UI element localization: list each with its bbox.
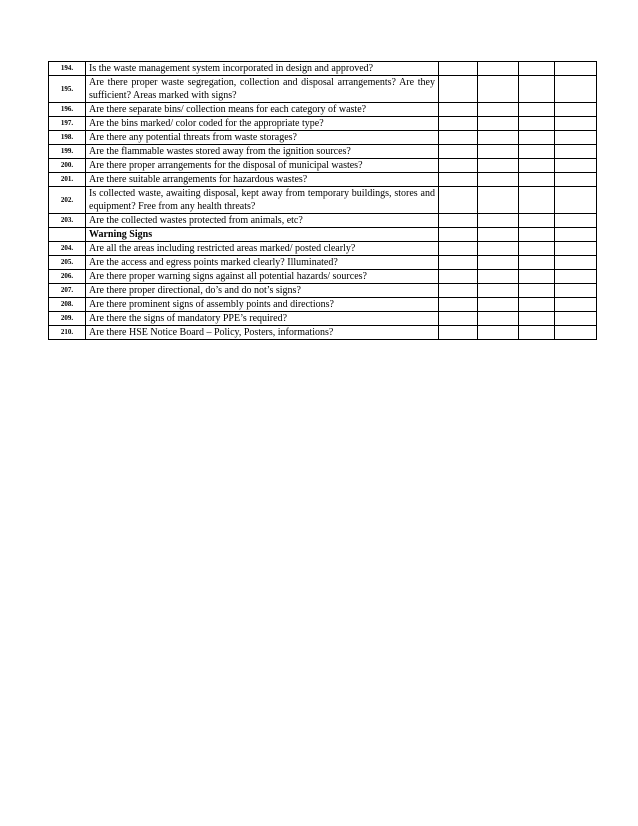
- response-cell[interactable]: [519, 103, 555, 117]
- response-cell[interactable]: [555, 159, 597, 173]
- section-row: [49, 228, 597, 242]
- item-number: 204.: [49, 242, 86, 256]
- response-cell[interactable]: [439, 173, 478, 187]
- item-number: 207.: [49, 284, 86, 298]
- response-cell[interactable]: [519, 298, 555, 312]
- response-cell[interactable]: [555, 312, 597, 326]
- response-cell[interactable]: [519, 145, 555, 159]
- response-cell[interactable]: [555, 214, 597, 228]
- response-cell[interactable]: [439, 326, 478, 340]
- response-cell[interactable]: [478, 284, 519, 298]
- table-row: [49, 214, 597, 228]
- response-cell[interactable]: [519, 242, 555, 256]
- response-cell[interactable]: [439, 256, 478, 270]
- response-cell[interactable]: [439, 131, 478, 145]
- response-cell[interactable]: [519, 76, 555, 103]
- response-cell[interactable]: [519, 256, 555, 270]
- response-cell[interactable]: [555, 270, 597, 284]
- response-cell[interactable]: [555, 256, 597, 270]
- response-cell[interactable]: [555, 298, 597, 312]
- response-cell[interactable]: [439, 145, 478, 159]
- question-text: Are there proper waste segregation, collection and disposal arrangements? Are they sufficient? Areas marked with signs?: [86, 76, 439, 103]
- response-cell[interactable]: [478, 242, 519, 256]
- item-number: 198.: [49, 131, 86, 145]
- table-row: [49, 256, 597, 270]
- response-cell[interactable]: [439, 270, 478, 284]
- table-row: [49, 145, 597, 159]
- item-number: 210.: [49, 326, 86, 340]
- item-number: 205.: [49, 256, 86, 270]
- checklist-table: [48, 61, 597, 340]
- table-row: [49, 131, 597, 145]
- question-text: Are there any potential threats from waste storages?: [86, 131, 439, 145]
- table-row: [49, 242, 597, 256]
- question-text: Are there the signs of mandatory PPE’s required?: [86, 312, 439, 326]
- question-text: Are there suitable arrangements for hazardous wastes?: [86, 173, 439, 187]
- response-cell[interactable]: [478, 159, 519, 173]
- response-cell[interactable]: [555, 242, 597, 256]
- table-row: [49, 284, 597, 298]
- response-cell[interactable]: [555, 131, 597, 145]
- table-row: [49, 117, 597, 131]
- response-cell[interactable]: [519, 173, 555, 187]
- response-cell[interactable]: [555, 117, 597, 131]
- response-cell[interactable]: [478, 270, 519, 284]
- response-cell[interactable]: [478, 62, 519, 76]
- response-cell[interactable]: [519, 326, 555, 340]
- item-number: [49, 228, 86, 242]
- table-row: [49, 312, 597, 326]
- response-cell: [519, 228, 555, 242]
- item-number: 194.: [49, 62, 86, 76]
- response-cell[interactable]: [555, 187, 597, 214]
- question-text: Is collected waste, awaiting disposal, kept away from temporary buildings, stores and equipment? Free from any health threats?: [86, 187, 439, 214]
- section-heading: Warning Signs: [86, 228, 439, 242]
- question-text: Are there proper warning signs against all potential hazards/ sources?: [86, 270, 439, 284]
- table-row: [49, 298, 597, 312]
- response-cell[interactable]: [439, 103, 478, 117]
- response-cell[interactable]: [478, 76, 519, 103]
- response-cell[interactable]: [478, 298, 519, 312]
- response-cell[interactable]: [439, 187, 478, 214]
- item-number: 202.: [49, 187, 86, 214]
- question-text: Are the collected wastes protected from animals, etc?: [86, 214, 439, 228]
- question-text: Is the waste management system incorporated in design and approved?: [86, 62, 439, 76]
- item-number: 197.: [49, 117, 86, 131]
- response-cell: [555, 228, 597, 242]
- response-cell[interactable]: [439, 159, 478, 173]
- response-cell[interactable]: [478, 312, 519, 326]
- item-number: 196.: [49, 103, 86, 117]
- response-cell[interactable]: [439, 214, 478, 228]
- response-cell[interactable]: [439, 76, 478, 103]
- response-cell[interactable]: [555, 62, 597, 76]
- response-cell[interactable]: [555, 76, 597, 103]
- response-cell[interactable]: [519, 270, 555, 284]
- response-cell[interactable]: [478, 145, 519, 159]
- table-row: [49, 103, 597, 117]
- response-cell[interactable]: [478, 173, 519, 187]
- response-cell[interactable]: [519, 131, 555, 145]
- response-cell[interactable]: [478, 131, 519, 145]
- item-number: 209.: [49, 312, 86, 326]
- question-text: Are the bins marked/ color coded for the appropriate type?: [86, 117, 439, 131]
- table-row: [49, 270, 597, 284]
- response-cell[interactable]: [439, 242, 478, 256]
- question-text: Are there proper arrangements for the disposal of municipal wastes?: [86, 159, 439, 173]
- response-cell[interactable]: [519, 62, 555, 76]
- table-row: [49, 76, 597, 103]
- table-row: [49, 159, 597, 173]
- response-cell[interactable]: [478, 117, 519, 131]
- response-cell: [478, 228, 519, 242]
- response-cell[interactable]: [519, 187, 555, 214]
- response-cell[interactable]: [439, 284, 478, 298]
- question-text: Are the access and egress points marked clearly? Illuminated?: [86, 256, 439, 270]
- table-row: [49, 326, 597, 340]
- response-cell[interactable]: [519, 284, 555, 298]
- response-cell[interactable]: [519, 312, 555, 326]
- response-cell[interactable]: [439, 117, 478, 131]
- response-cell[interactable]: [478, 326, 519, 340]
- table-row: [49, 62, 597, 76]
- response-cell[interactable]: [555, 145, 597, 159]
- question-text: Are there prominent signs of assembly points and directions?: [86, 298, 439, 312]
- response-cell[interactable]: [478, 103, 519, 117]
- response-cell[interactable]: [439, 298, 478, 312]
- question-text: Are there proper directional, do’s and do not’s signs?: [86, 284, 439, 298]
- item-number: 195.: [49, 76, 86, 103]
- item-number: 206.: [49, 270, 86, 284]
- response-cell[interactable]: [478, 256, 519, 270]
- response-cell[interactable]: [555, 103, 597, 117]
- response-cell[interactable]: [519, 159, 555, 173]
- question-text: Are the flammable wastes stored away from the ignition sources?: [86, 145, 439, 159]
- response-cell[interactable]: [439, 312, 478, 326]
- response-cell[interactable]: [519, 214, 555, 228]
- question-text: Are all the areas including restricted areas marked/ posted clearly?: [86, 242, 439, 256]
- response-cell[interactable]: [478, 187, 519, 214]
- item-number: 208.: [49, 298, 86, 312]
- response-cell[interactable]: [555, 173, 597, 187]
- question-text: Are there separate bins/ collection means for each category of waste?: [86, 103, 439, 117]
- response-cell: [439, 228, 478, 242]
- item-number: 203.: [49, 214, 86, 228]
- item-number: 199.: [49, 145, 86, 159]
- response-cell[interactable]: [519, 117, 555, 131]
- table-row: [49, 187, 597, 214]
- response-cell[interactable]: [439, 62, 478, 76]
- response-cell[interactable]: [478, 214, 519, 228]
- question-text: Are there HSE Notice Board – Policy, Posters, informations?: [86, 326, 439, 340]
- response-cell[interactable]: [555, 326, 597, 340]
- table-row: [49, 173, 597, 187]
- item-number: 200.: [49, 159, 86, 173]
- response-cell[interactable]: [555, 284, 597, 298]
- item-number: 201.: [49, 173, 86, 187]
